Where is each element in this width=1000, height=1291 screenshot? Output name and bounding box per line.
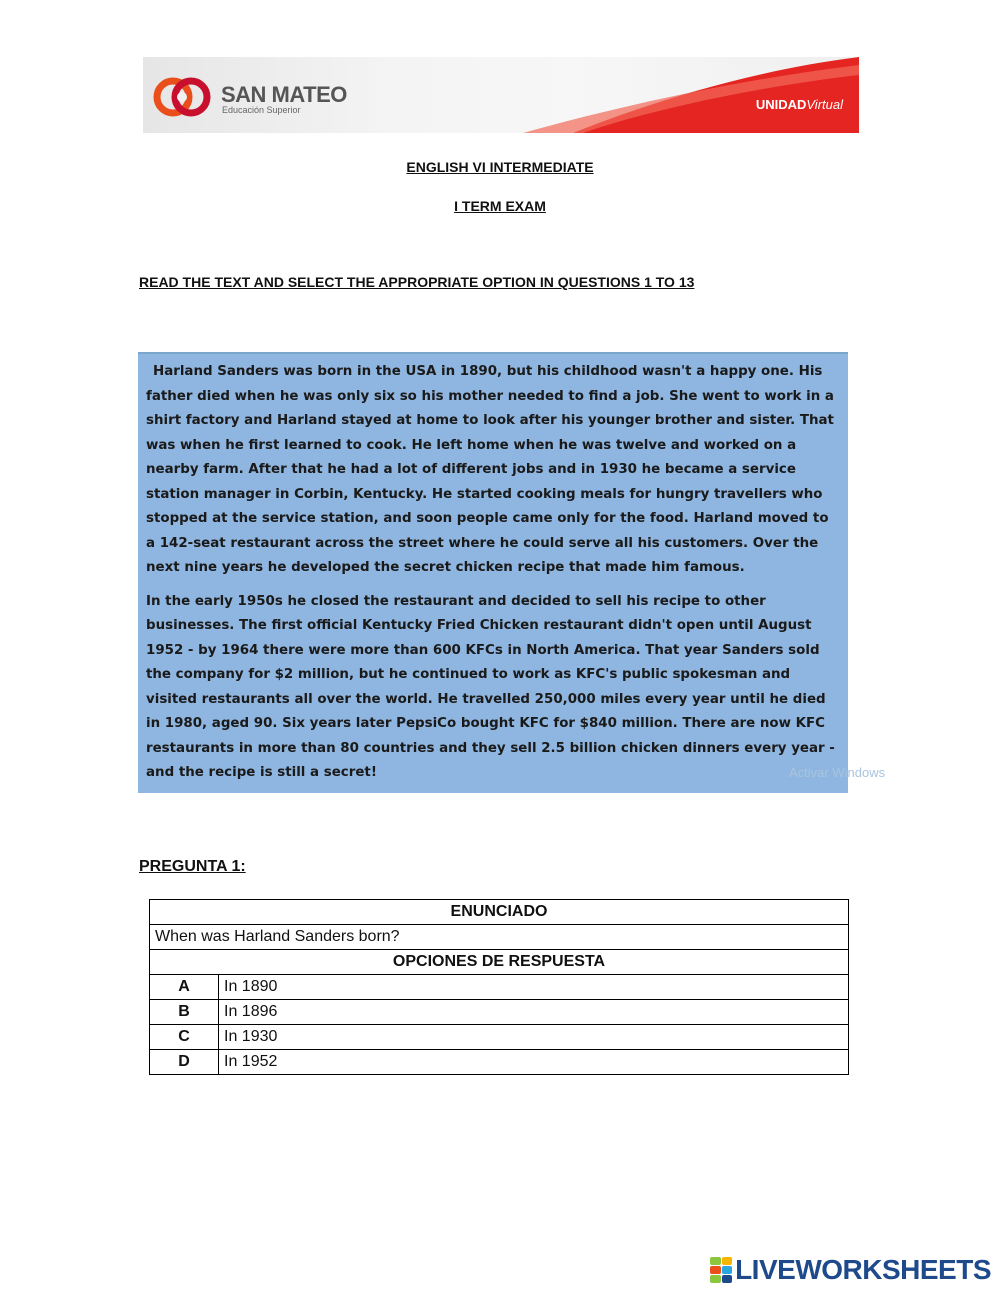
answer-option-a[interactable] bbox=[150, 975, 849, 1000]
answer-option-d[interactable] bbox=[150, 1050, 849, 1075]
liveworksheets-logo bbox=[710, 1255, 991, 1285]
unidad-virtual-label: UNIDADVirtual bbox=[755, 97, 843, 112]
question-table bbox=[149, 899, 849, 1075]
reading-paragraph-2: In the early 1950s he closed the restaurant and decided to sell his recipe to other businesses. The first official Kentucky Fried Chicken restaurant didn't open until August 1952 - by 1964 there were more than 600 KFCs in North America. That year Sanders sold the company for $2 million, but he continued to work as KFC's public spokesman and visited restaurants all over the world. He travelled 250,000 miles every year until he died in 1980, aged 90. Six years later PepsiCo bought KFC for $840 million. There are now KFC restaurants in more than 80 countries and they sell 2.5 billion chicken dinners every year - and the recipe is still a secret! bbox=[146, 593, 835, 780]
liveworksheets-brand: LIVEWORKSHEETS bbox=[735, 1254, 991, 1285]
logo-name: SAN MATEO bbox=[221, 82, 347, 107]
enunciado-header: ENUNCIADO bbox=[150, 900, 849, 925]
option-text[interactable]: In 1896 bbox=[219, 1000, 849, 1025]
san-mateo-logo-icon bbox=[153, 71, 211, 123]
option-text[interactable]: In 1890 bbox=[219, 975, 849, 1000]
instructions: READ THE TEXT AND SELECT THE APPROPRIATE OPTION IN QUESTIONS 1 TO 13 bbox=[139, 274, 695, 290]
answer-option-b[interactable] bbox=[150, 1000, 849, 1025]
answer-option-c[interactable] bbox=[150, 1025, 849, 1050]
document-subtitle: I TERM EXAM bbox=[454, 198, 546, 214]
logo-subtitle: Educación Superior bbox=[222, 105, 301, 115]
option-letter: C bbox=[150, 1025, 219, 1050]
windows-activation-watermark: Activar Windows bbox=[789, 765, 886, 780]
question-label: PREGUNTA 1: bbox=[139, 858, 246, 875]
option-text[interactable]: In 1930 bbox=[219, 1025, 849, 1050]
reading-passage bbox=[138, 352, 886, 793]
reading-paragraph-1: Harland Sanders was born in the USA in 1890, but his childhood wasn't a happy one. His father died when he was only six so his mother needed to find a job. She went to work in a shirt factory and Harland stayed at home to look after his younger brother and sister. That was when he first learned to cook. He left home when he was twelve and worked on a nearby farm. After that he had a lot of different jobs and in 1930 he became a service station manager in Corbin, Kentucky. He started cooking meals for hungry travellers who stopped at the service station, and soon people came only for the food. Harland moved to a 142-seat restaurant across the street where he could serve all his customers. Over the next nine years he developed the secret chicken recipe that made him famous. bbox=[146, 364, 834, 575]
option-text[interactable]: In 1952 bbox=[219, 1050, 849, 1075]
option-letter: B bbox=[150, 1000, 219, 1025]
question-statement: When was Harland Sanders born? bbox=[150, 925, 849, 950]
document-title: ENGLISH VI INTERMEDIATE bbox=[406, 159, 594, 175]
liveworksheets-icon bbox=[710, 1257, 732, 1283]
option-letter: D bbox=[150, 1050, 219, 1075]
option-letter: A bbox=[150, 975, 219, 1000]
options-header: OPCIONES DE RESPUESTA bbox=[150, 950, 849, 975]
header-banner bbox=[143, 57, 859, 133]
